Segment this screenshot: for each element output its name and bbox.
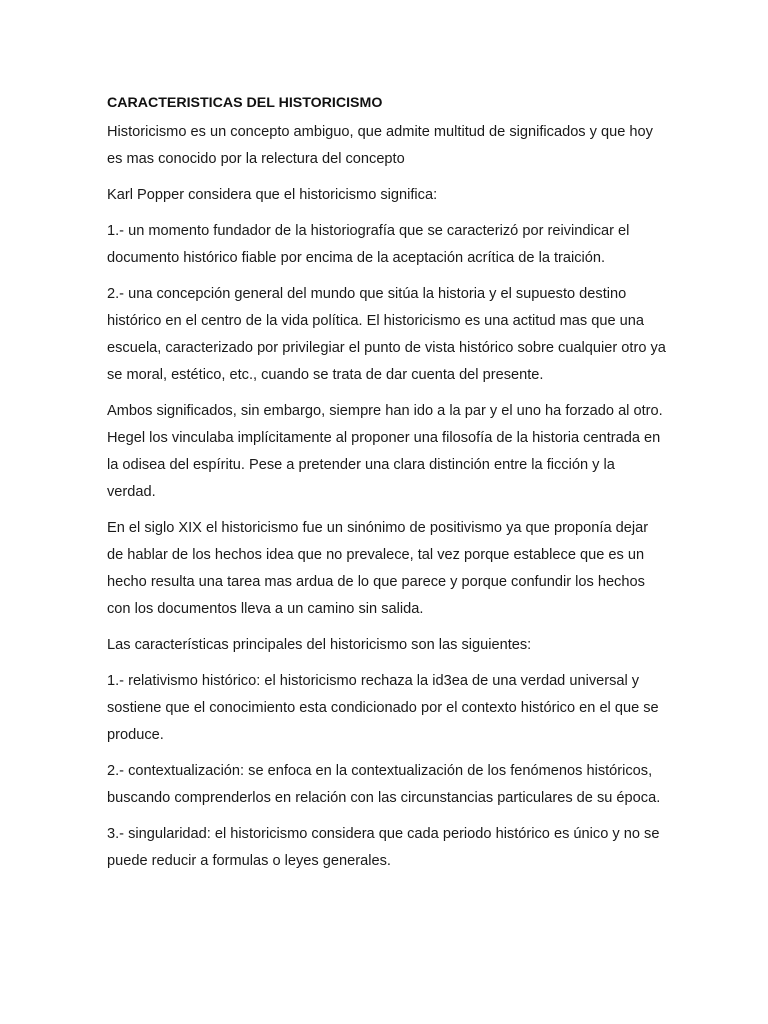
paragraph-intro: Historicismo es un concepto ambiguo, que admite multitud de significados y que hoy es mas conocido por la relectura del concepto xyxy=(107,124,653,167)
paragraph-meaning-1: 1.- un momento fundador de la historiografía que se caracterizó por reivindicar el documento histórico fiable por encima de la aceptación acrítica de la traición. xyxy=(107,223,630,266)
paragraph-contextualizacion: 2.- contextualización: se enfoca en la contextualización de los fenómenos históricos, buscando comprenderlos en relación con las circunstancias particulares de su época. xyxy=(107,763,661,806)
paragraph-meaning-2: 2.- una concepción general del mundo que sitúa la historia y el supuesto destino histórico en el centro de la vida política. El historicismo es una actitud mas que una escuela, caracterizado por privilegiar el punto de vista histórico sobre cualquier otro ya se moral, estético, etc., cuando se trata de dar cuenta del presente. xyxy=(107,286,666,383)
document-title: CARACTERISTICAS DEL HISTORICISMO xyxy=(107,95,383,111)
paragraph-siglo-xix: En el siglo XIX el historicismo fue un sinónimo de positivismo ya que proponía dejar de hablar de los hechos idea que no prevalece, tal vez porque establece que es un hecho resulta una tarea mas ardua de lo que parece y porque confundir los hechos con los documentos lleva a un camino sin salida. xyxy=(107,520,649,617)
document-body xyxy=(107,93,667,875)
paragraph-singularidad: 3.- singularidad: el historicismo considera que cada periodo histórico es único y no se puede reducir a formulas o leyes generales. xyxy=(107,826,660,869)
paragraph-relativismo: 1.- relativismo histórico: el historicismo rechaza la id3ea de una verdad universal y sostiene que el conocimiento esta condicionado por el contexto histórico en el que se produce. xyxy=(107,673,659,743)
paragraph-popper: Karl Popper considera que el historicismo significa: xyxy=(107,187,438,203)
paragraph-characteristics-intro: Las características principales del historicismo son las siguientes: xyxy=(107,637,532,653)
paragraph-both-meanings: Ambos significados, sin embargo, siempre han ido a la par y el uno ha forzado al otro. Hegel los vinculaba implícitamente al proponer una filosofía de la historia centrada en la odisea del espíritu. Pese a pretender una clara distinción entre la ficción y la verdad. xyxy=(107,403,663,500)
